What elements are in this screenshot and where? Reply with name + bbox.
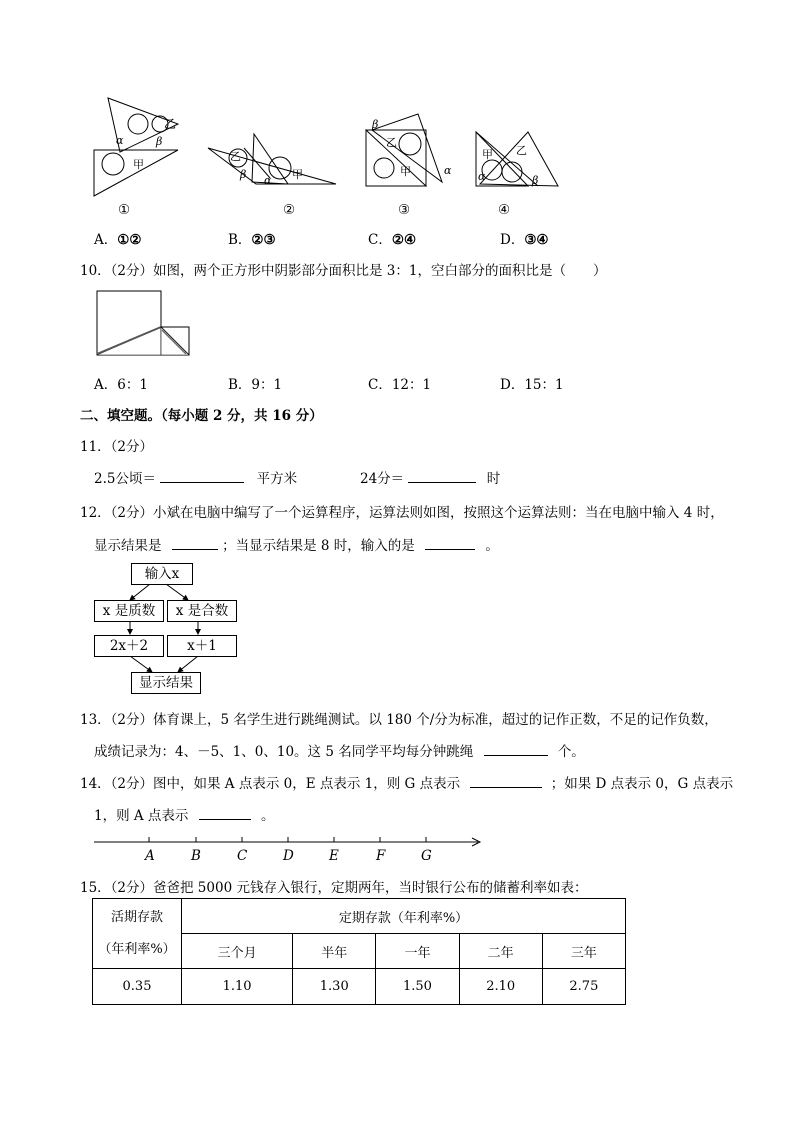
rate-half-year: 1.30 bbox=[293, 969, 376, 1005]
rate-3-months: 1.10 bbox=[182, 969, 293, 1005]
current-deposit-header: 活期存款 （年利率%） bbox=[93, 899, 182, 969]
fig1-alpha-label: α bbox=[116, 134, 124, 147]
fig4-jia-label: 甲 bbox=[482, 148, 493, 161]
q14-line2: 1，则 A 点表示 。 bbox=[94, 804, 275, 824]
fig2-jia-label: 甲 bbox=[292, 168, 303, 181]
q13-line2: 成绩记录为：4、－5、1、0、10。这 5 名同学平均每分钟跳绳 个。 bbox=[94, 740, 585, 760]
figure-label-3: ③ bbox=[398, 202, 411, 218]
figure-label-1: ① bbox=[118, 202, 131, 218]
q14-line1: 14．（2分）图中，如果 A 点表示 0，E 点表示 1，则 G 点表示 ；如果 D 点表示 0，G 点表示 bbox=[80, 772, 733, 792]
q12-line1: 12．（2分）小斌在电脑中编写了一个运算程序，运算法则如图，按照这个运算法则：当在电脑中输入 4 时， bbox=[80, 505, 724, 521]
point-label-e: E bbox=[329, 848, 339, 864]
q11-blank-2[interactable] bbox=[408, 468, 476, 483]
q13-line1: 13．（2分）体育课上，5 名学生进行跳绳测试。以 180 个/分为标准，超过的记作正数，不足的记作负数， bbox=[80, 712, 718, 728]
q15-stem: 15．（2分）爸爸把 5000 元钱存入银行，定期两年，当时银行公布的储蓄利率如表： bbox=[80, 880, 588, 896]
q14-blank-1[interactable] bbox=[470, 773, 542, 788]
fig2-alpha-label: α bbox=[264, 174, 272, 187]
fig3-yi-label: 乙 bbox=[386, 136, 397, 149]
q9-triangle-figures bbox=[80, 92, 570, 200]
q9-option-c[interactable]: C．②④ bbox=[368, 232, 417, 248]
fig4-yi-label: 乙 bbox=[516, 144, 527, 157]
point-label-c: C bbox=[237, 848, 248, 864]
q12-blank-2[interactable] bbox=[425, 535, 475, 550]
q11-stem: 11．（2分） bbox=[80, 439, 154, 455]
term-3-months: 三个月 bbox=[182, 934, 293, 969]
q9-option-d[interactable]: D．③④ bbox=[500, 232, 549, 248]
figure-label-4: ④ bbox=[498, 202, 511, 218]
q14-blank-2[interactable] bbox=[199, 805, 251, 820]
q11-blank-1[interactable] bbox=[160, 468, 244, 483]
q10-squares-figure bbox=[96, 290, 192, 358]
rate-current: 0.35 bbox=[93, 969, 182, 1005]
fixed-deposit-header: 定期存款（年利率%） bbox=[182, 899, 626, 934]
figure-label-2: ② bbox=[283, 202, 296, 218]
flow-composite-box: x 是合数 bbox=[167, 600, 237, 622]
q10-option-b[interactable]: B．9：1 bbox=[228, 377, 283, 393]
interest-rate-table bbox=[92, 898, 626, 1005]
q11-part1: 2.5公顷＝ 平方米 bbox=[94, 467, 297, 487]
term-half-year: 半年 bbox=[293, 934, 376, 969]
rate-3-years: 2.75 bbox=[542, 969, 625, 1005]
q12-blank-1[interactable] bbox=[172, 535, 218, 550]
fig1-beta-label: β bbox=[156, 135, 163, 148]
flow-input-box: 输入x bbox=[131, 563, 193, 585]
point-label-b: B bbox=[191, 848, 201, 864]
flow-composite-formula-box: x＋1 bbox=[167, 635, 237, 657]
q9-option-a[interactable]: A．①② bbox=[94, 232, 142, 248]
figure-2 bbox=[208, 134, 336, 184]
term-2-years: 二年 bbox=[459, 934, 542, 969]
fig3-alpha-label: α bbox=[444, 164, 452, 177]
figure-1 bbox=[94, 98, 178, 196]
q13-blank[interactable] bbox=[484, 741, 548, 756]
fig2-yi-label: 乙 bbox=[230, 150, 241, 163]
flow-prime-box: x 是质数 bbox=[94, 600, 164, 622]
point-label-d: D bbox=[283, 848, 294, 864]
q10-option-a[interactable]: A．6：1 bbox=[94, 377, 148, 393]
fig4-beta-label: β bbox=[532, 174, 539, 187]
q11-part2: 24分＝ 时 bbox=[360, 467, 500, 487]
q12-line2: 显示结果是 ；当显示结果是 8 时，输入的是 。 bbox=[94, 534, 499, 554]
point-label-g: G bbox=[421, 848, 432, 864]
fig2-beta-label: β bbox=[240, 168, 247, 181]
fig1-yi-label: 乙 bbox=[164, 117, 177, 131]
flow-prime-formula-box: 2x＋2 bbox=[94, 635, 164, 657]
fig3-beta-label: β bbox=[372, 118, 379, 131]
q10-stem: 10．（2分）如图，两个正方形中阴影部分面积比是 3：1，空白部分的面积比是（ ） bbox=[80, 263, 607, 279]
q10-option-d[interactable]: D．15：1 bbox=[500, 377, 564, 393]
point-label-a: A bbox=[145, 848, 155, 864]
q10-option-c[interactable]: C．12：1 bbox=[368, 377, 432, 393]
point-label-f: F bbox=[376, 848, 386, 864]
rate-1-year: 1.50 bbox=[376, 969, 459, 1005]
term-1-year: 一年 bbox=[376, 934, 459, 969]
q9-option-b[interactable]: B．②③ bbox=[228, 232, 276, 248]
section-2-title: 二、填空题。（每小题 2 分，共 16 分） bbox=[80, 408, 323, 424]
flow-output-box: 显示结果 bbox=[131, 672, 201, 694]
fig3-jia-label: 甲 bbox=[400, 165, 411, 178]
fig1-jia-label: 甲 bbox=[133, 158, 144, 171]
rate-2-years: 2.10 bbox=[459, 969, 542, 1005]
fig4-alpha-label: α bbox=[478, 170, 486, 183]
term-3-years: 三年 bbox=[542, 934, 625, 969]
